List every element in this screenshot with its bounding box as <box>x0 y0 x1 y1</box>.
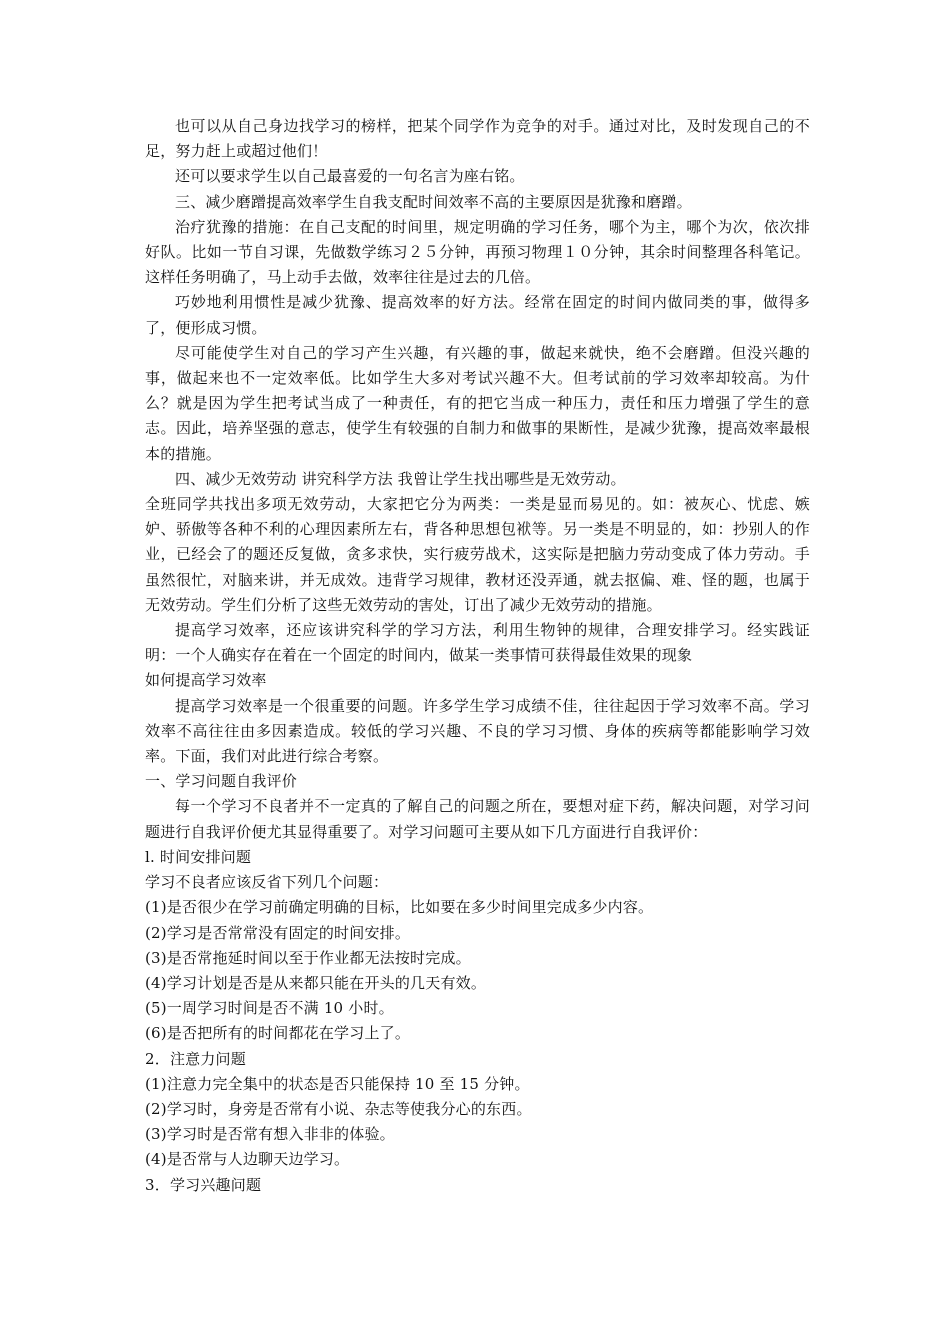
subsection-heading-attention: 2．注意力问题 <box>145 1049 246 1068</box>
document-page <box>145 114 810 1198</box>
list-item: (2)学习时，身旁是否常有小说、杂志等使我分心的东西。 <box>145 1099 532 1118</box>
paragraph: 也可以从自己身边找学习的榜样，把某个同学作为竞争的对手。通过对比，及时发现自己的不足，努力赶上或超过他们！ <box>145 117 810 161</box>
list-item: (6)是否把所有的时间都花在学习上了。 <box>145 1024 411 1043</box>
paragraph: 巧妙地利用惯性是减少犹豫、提高效率的好方法。经常在固定的时间内做同类的事，做得多了，便形成习惯。 <box>145 293 810 337</box>
list-item: (3)是否常拖延时间以至于作业都无法按时完成。 <box>145 948 471 967</box>
paragraph: 每一个学习不良者并不一定真的了解自己的问题之所在，要想对症下药，解决问题，对学习问题进行自我评价便尤其显得重要了。对学习问题可主要从如下几方面进行自我评价： <box>145 797 810 841</box>
list-item: (3)学习时是否常有想入非非的体验。 <box>145 1125 395 1144</box>
section-heading-4: 四、减少无效劳动 讲究科学方法 我曾让学生找出哪些是无效劳动。 <box>175 469 626 488</box>
paragraph: 学习不良者应该反省下列几个问题： <box>145 873 389 892</box>
paragraph: 治疗犹豫的措施：在自己支配的时间里，规定明确的学习任务，哪个为主，哪个为次，依次排好队。比如一节自习课，先做数学练习２５分钟，再预习物理１０分钟，其余时间整理各科笔记。这样任务明确了，马上动手去做，效率往往是过去的几倍。 <box>145 217 810 287</box>
list-item: (4)是否常与人边聊天边学习。 <box>145 1150 350 1169</box>
list-item: (4)学习计划是否是从来都只能在开头的几天有效。 <box>145 973 487 992</box>
paragraph: 提高学习效率，还应该讲究科学的学习方法，利用生物钟的规律，合理安排学习。经实践证明：一个人确实存在着在一个固定的时间内，做某一类事情可获得最佳效果的现象 <box>145 621 810 665</box>
list-item: (5)一周学习时间是否不满 10 小时。 <box>145 999 394 1018</box>
list-item: (1)是否很少在学习前确定明确的目标，比如要在多少时间里完成多少内容。 <box>145 898 654 917</box>
list-item: (1)注意力完全集中的状态是否只能保持 10 至 15 分钟。 <box>145 1074 530 1093</box>
subsection-heading-interest: 3．学习兴趣问题 <box>145 1175 262 1194</box>
list-item: (2)学习是否常常没有固定的时间安排。 <box>145 923 411 942</box>
section-heading-1: 一、学习问题自我评价 <box>145 772 298 791</box>
paragraph: 全班同学共找出多项无效劳动，大家把它分为两类：一类是显而易见的。如：被灰心、忧虑、嫉妒、骄傲等各种不利的心理因素所左右，背各种思想包袱等。另一类是不明显的，如：抄别人的作业，已经会了的题还反复做，贪多求快，实行疲劳战术，这实际是把脑力劳动变成了体力劳动。手虽然很忙，对脑来讲，并无成效。违背学习规律，教材还没弄通，就去抠偏、难、怪的题，也属于无效劳动。学生们分析了这些无效劳动的害处，订出了减少无效劳动的措施。 <box>145 495 810 614</box>
subsection-heading-time: l. 时间安排问题 <box>145 847 252 866</box>
section-heading-3: 三、减少磨蹭提高效率学生自我支配时间效率不高的主要原因是犹豫和磨蹭。 <box>175 192 692 211</box>
paragraph: 提高学习效率是一个很重要的问题。许多学生学习成绩不佳，往往起因于学习效率不高。学习效率不高往往由多因素造成。较低的学习兴趣、不良的学习习惯、身体的疾病等都能影响学习效率。下面，我们对此进行综合考察。 <box>145 696 810 766</box>
article-title: 如何提高学习效率 <box>145 671 267 690</box>
paragraph: 还可以要求学生以自己最喜爱的一句名言为座右铭。 <box>175 167 525 186</box>
paragraph: 尽可能使学生对自己的学习产生兴趣，有兴趣的事，做起来就快，绝不会磨蹭。但没兴趣的事，做起来也不一定效率低。比如学生大多对考试兴趣不大。但考试前的学习效率却较高。为什么？就是因为学生把考试当成了一种责任，有的把它当成一种压力，责任和压力增强了学生的意志。因此，培养坚强的意志，使学生有较强的自制力和做事的果断性，是减少犹豫，提高效率最根本的措施。 <box>145 343 810 463</box>
